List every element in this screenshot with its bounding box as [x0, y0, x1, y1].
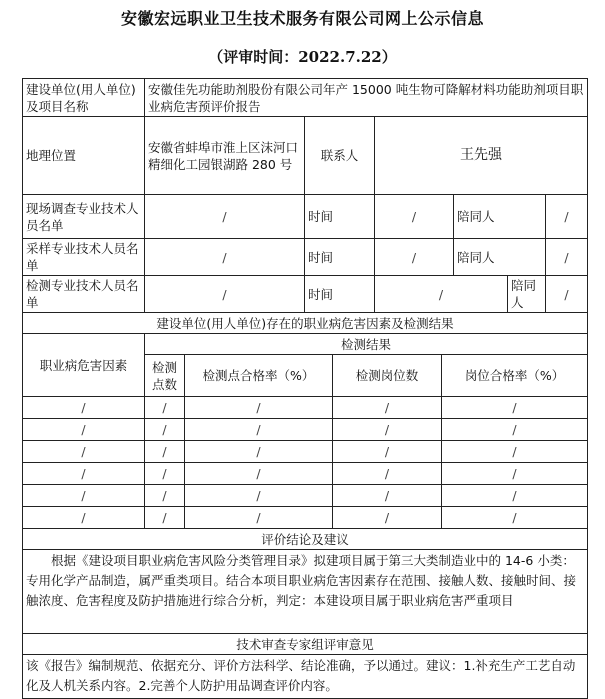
survey-time-label: 时间	[305, 195, 375, 239]
table-row	[23, 441, 588, 463]
review-time: （评审时间：2022.7.22）	[208, 48, 397, 66]
points-cell: /	[145, 485, 185, 507]
col-post-rate: 岗位合格率（%）	[442, 355, 588, 397]
table-row	[23, 485, 588, 507]
post-rate-cell: /	[442, 507, 588, 529]
review-title: 技术审查专家组评审意见	[23, 634, 588, 655]
survey-row	[23, 195, 588, 239]
results-header-row	[23, 334, 588, 355]
review-row	[23, 655, 588, 699]
posts-cell: /	[333, 419, 442, 441]
sampling-companion: /	[546, 239, 588, 276]
survey-staff: /	[145, 195, 305, 239]
sampling-staff: /	[145, 239, 305, 276]
col-point-rate: 检测点合格率（%）	[185, 355, 333, 397]
sampling-time: /	[375, 239, 454, 276]
point-rate-cell: /	[185, 463, 333, 485]
post-rate-cell: /	[442, 463, 588, 485]
point-rate-cell: /	[185, 397, 333, 419]
post-rate-cell: /	[442, 441, 588, 463]
location-row	[23, 117, 588, 195]
review-text: 该《报告》编制规范、依据充分、评价方法科学、结论准确，予以通过。建议：1.补充生产工艺自动化及人机关系内容。2.完善个人防护用品调查评价内容。	[23, 655, 588, 699]
testing-time-label: 时间	[305, 276, 375, 313]
point-rate-cell: /	[185, 441, 333, 463]
col-posts: 检测岗位数	[333, 355, 442, 397]
posts-cell: /	[333, 463, 442, 485]
table-row	[23, 419, 588, 441]
page-title: 安徽宏远职业卫生技术服务有限公司网上公示信息	[120, 9, 484, 28]
conclusion-title: 评价结论及建议	[23, 529, 588, 550]
conclusion-title-row	[23, 529, 588, 550]
posts-cell: /	[333, 441, 442, 463]
testing-time: /	[375, 276, 508, 313]
posts-cell: /	[333, 507, 442, 529]
factor-cell: /	[23, 507, 145, 529]
factor-cell: /	[23, 397, 145, 419]
points-cell: /	[145, 441, 185, 463]
sampling-label: 采样专业技术人员名单	[23, 239, 145, 276]
contact-value: 王先强	[375, 117, 588, 195]
points-cell: /	[145, 419, 185, 441]
testing-companion: /	[546, 276, 588, 313]
table-row	[23, 463, 588, 485]
points-cell: /	[145, 463, 185, 485]
point-rate-cell: /	[185, 485, 333, 507]
factor-header: 职业病危害因素	[23, 334, 145, 397]
survey-companion: /	[546, 195, 588, 239]
results-section-row	[23, 313, 588, 334]
sampling-time-label: 时间	[305, 239, 375, 276]
review-title-row	[23, 634, 588, 655]
factor-cell: /	[23, 485, 145, 507]
point-rate-cell: /	[185, 507, 333, 529]
post-rate-cell: /	[442, 397, 588, 419]
col-points: 检测点数	[145, 355, 185, 397]
table-row	[23, 397, 588, 419]
post-rate-cell: /	[442, 419, 588, 441]
survey-label: 现场调查专业技术人员名单	[23, 195, 145, 239]
points-cell: /	[145, 507, 185, 529]
conclusion-row	[23, 550, 588, 634]
survey-time: /	[375, 195, 454, 239]
disclosure-table	[22, 78, 588, 699]
sampling-row	[23, 239, 588, 276]
unit-row	[23, 79, 588, 117]
survey-companion-label: 陪同人	[454, 195, 546, 239]
unit-label: 建设单位(用人单位)及项目名称	[23, 79, 145, 117]
result-header: 检测结果	[145, 334, 588, 355]
testing-label: 检测专业技术人员名单	[23, 276, 145, 313]
location-value: 安徽省蚌埠市淮上区沫河口精细化工园银湖路 280 号	[145, 117, 305, 195]
conclusion-text: 根据《建设项目职业病危害风险分类管理目录》拟建项目属于第三大类制造业中的 14-6 小类：专用化学产品制造，属严重类项目。结合本项目职业病危害因素存在范围、接触人数、接触时间、接触浓度、危害程度及防护措施进行综合分析，判定：本建设项目属于职业病危害严重项目	[23, 550, 588, 634]
factor-cell: /	[23, 441, 145, 463]
testing-row	[23, 276, 588, 313]
sampling-companion-label: 陪同人	[454, 239, 546, 276]
post-rate-cell: /	[442, 485, 588, 507]
testing-staff: /	[145, 276, 305, 313]
posts-cell: /	[333, 485, 442, 507]
location-label: 地理位置	[23, 117, 145, 195]
factor-cell: /	[23, 463, 145, 485]
results-section-title: 建设单位(用人单位)存在的职业病危害因素及检测结果	[23, 313, 588, 334]
unit-value: 安徽佳先功能助剂股份有限公司年产 15000 吨生物可降解材料功能助剂项目职业病危害预评价报告	[145, 79, 588, 117]
point-rate-cell: /	[185, 419, 333, 441]
posts-cell: /	[333, 397, 442, 419]
contact-label: 联系人	[305, 117, 375, 195]
factor-cell: /	[23, 419, 145, 441]
points-cell: /	[145, 397, 185, 419]
table-row	[23, 507, 588, 529]
testing-companion-label: 陪同人	[508, 276, 546, 313]
